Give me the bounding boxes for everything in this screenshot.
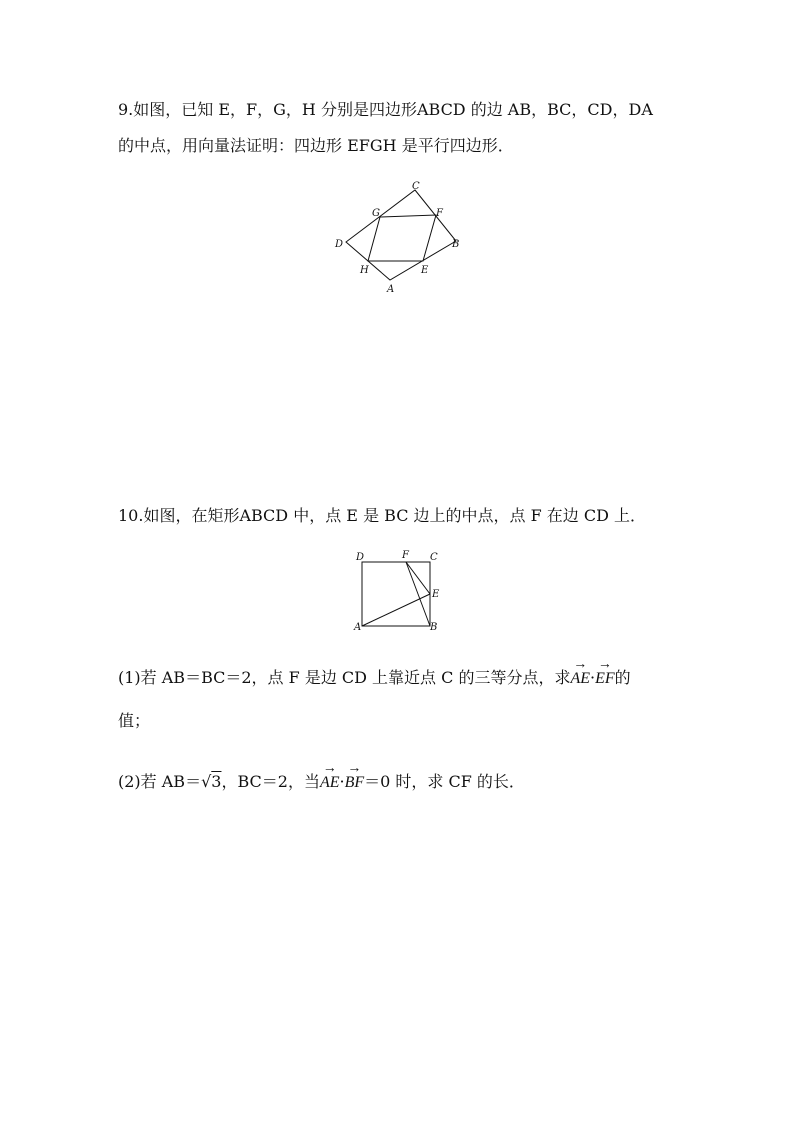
part1-text: (1)若 AB＝BC＝2，点 F 是边 CD 上靠近点 C 的三等分点，求 — [118, 668, 571, 687]
label-h: H — [360, 265, 369, 276]
problem10-part2 — [118, 772, 525, 793]
label-b: B — [452, 239, 460, 250]
label-e2: E — [432, 589, 440, 600]
quadrilateral-figure — [330, 178, 470, 298]
label-f2: F — [402, 550, 409, 561]
sqrt-icon: √ — [201, 772, 212, 791]
vector-ae-2: → AE — [320, 773, 340, 793]
label-d: D — [335, 239, 344, 250]
label-f: F — [436, 208, 443, 219]
problem10-line1: 10.如图，在矩形ABCD 中，点 E 是 BC 边上的中点，点 F 在边 CD 上． — [118, 506, 647, 525]
dot-operator-2: · — [339, 772, 345, 791]
problem9-line2: 的中点，用向量法证明：四边形 EFGH 是平行四边形． — [118, 136, 514, 155]
vector-ae: → AE — [570, 669, 590, 689]
rectangle-figure — [350, 548, 450, 638]
vector-bf: → BF — [345, 773, 365, 793]
vector-ef: → EF — [595, 669, 615, 689]
label-c: C — [412, 181, 420, 192]
sqrt-radicand: 3 — [211, 772, 222, 791]
dot-operator: · — [590, 668, 596, 687]
problem10-part1-line2: 值； — [118, 711, 151, 730]
part2-tail: ＝0 时，求 CF 的长． — [364, 772, 525, 791]
part1-tail: 的 — [614, 668, 631, 687]
problem10-part1 — [118, 668, 631, 689]
part2-mid: ，BC＝2，当 — [221, 772, 320, 791]
problem9-line1: 9.如图，已知 E，F，G，H 分别是四边形ABCD 的边 AB，BC，CD，DA — [118, 100, 653, 119]
part2-text: (2)若 AB＝ — [118, 772, 202, 791]
label-g: G — [372, 208, 380, 219]
label-e: E — [421, 265, 429, 276]
label-a: A — [387, 284, 395, 295]
label-a2: A — [354, 622, 362, 633]
label-c2: C — [430, 552, 438, 563]
label-d2: D — [356, 552, 365, 563]
label-b2: B — [430, 622, 438, 633]
